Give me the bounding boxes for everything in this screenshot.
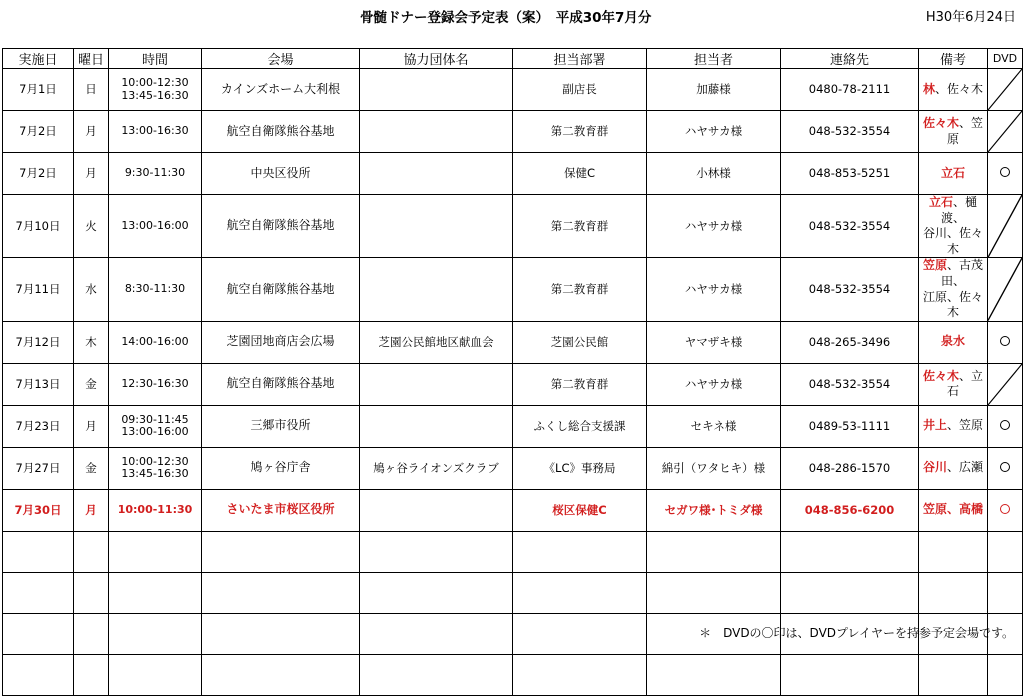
cell-person (647, 153, 781, 195)
cell-date (3, 153, 74, 195)
date-text: 7月30日 (14, 502, 62, 517)
cell-remarks (919, 363, 988, 405)
person-text: セキネ様 (690, 418, 737, 433)
cell-remarks (919, 405, 988, 447)
contact-text: 048-853-5251 (808, 166, 891, 181)
cell-time (109, 195, 202, 258)
person-text: 綿引（ワタヒキ）様 (661, 460, 766, 475)
cell-dept (513, 447, 647, 489)
person-text: ハヤサカ様 (684, 282, 743, 297)
contact-text: 048-265-3496 (808, 334, 891, 349)
not-applicable-slash-icon (988, 111, 1022, 152)
cell-time (109, 447, 202, 489)
page-title: 骨髄ドナー登録会予定表（案） 平成30年7月分 (360, 10, 652, 26)
cell-time (109, 69, 202, 111)
cell-day (74, 111, 109, 153)
time-text: 12:30-16:30 (121, 376, 189, 390)
table-row (3, 153, 1023, 195)
cell-partner (360, 111, 513, 153)
person-text: 加藤様 (696, 82, 731, 97)
remarks-text: 、笠原 (947, 418, 984, 433)
cell-day (74, 363, 109, 405)
empty-cell (513, 572, 647, 613)
venue-text: カインズホーム大利根 (220, 81, 341, 96)
empty-cell (513, 654, 647, 695)
dept-text: 桜区保健C (552, 502, 607, 517)
empty-cell (74, 613, 109, 654)
table-row (3, 69, 1023, 111)
empty-cell (109, 572, 202, 613)
cell-time (109, 321, 202, 363)
empty-cell (74, 654, 109, 695)
cell-dept (513, 69, 647, 111)
cell-dept (513, 405, 647, 447)
empty-cell (3, 613, 74, 654)
venue-text: 航空自衛隊熊谷基地 (226, 281, 335, 296)
dept-text: 第二教育群 (550, 282, 609, 297)
dvd-circle-icon (1000, 336, 1010, 346)
not-applicable-slash-icon (988, 195, 1022, 257)
cell-venue (202, 153, 360, 195)
cell-dept (513, 489, 647, 531)
date-text: 7月10日 (15, 218, 61, 233)
empty-cell (781, 531, 919, 572)
table-row (3, 258, 1023, 321)
cell-contact (781, 195, 919, 258)
cell-date (3, 69, 74, 111)
cell-partner (360, 489, 513, 531)
dept-text: 第二教育群 (550, 124, 609, 139)
remarks-lead: 立石 (940, 165, 965, 180)
cell-partner (360, 195, 513, 258)
empty-cell (647, 572, 781, 613)
cell-partner (360, 258, 513, 321)
cell-time (109, 111, 202, 153)
cell-dept (513, 111, 647, 153)
venue-text: 航空自衛隊熊谷基地 (226, 376, 335, 391)
cell-remarks (919, 489, 988, 531)
date-text: 7月23日 (15, 418, 61, 433)
cell-dept (513, 258, 647, 321)
dvd-circle-icon (1000, 462, 1010, 472)
remarks-lead: 立石 (928, 195, 953, 209)
date-text: 7月27日 (15, 460, 61, 475)
person-text: ハヤサカ様 (684, 218, 743, 233)
cell-remarks (919, 153, 988, 195)
empty-cell (919, 654, 988, 695)
cell-dvd (988, 195, 1023, 258)
venue-text: 中央区役所 (250, 165, 311, 180)
cell-day (74, 195, 109, 258)
contact-text: 048-286-1570 (808, 460, 891, 475)
cell-venue (202, 489, 360, 531)
cell-person (647, 447, 781, 489)
time-text: 14:00-16:00 (121, 334, 189, 348)
empty-cell (202, 531, 360, 572)
day-text: 日 (85, 82, 97, 97)
date-text: 7月12日 (15, 334, 61, 349)
empty-cell (919, 531, 988, 572)
cell-venue (202, 405, 360, 447)
remarks-text: 、高橋 (947, 502, 984, 517)
contact-text: 048-856-6200 (804, 502, 895, 517)
remarks-text: 、佐々木 (935, 81, 984, 96)
empty-cell (202, 613, 360, 654)
empty-cell (360, 572, 513, 613)
cell-venue (202, 195, 360, 258)
empty-cell (360, 613, 513, 654)
cell-date (3, 447, 74, 489)
empty-cell (919, 572, 988, 613)
day-text: 月 (85, 418, 97, 433)
empty-cell (360, 654, 513, 695)
venue-text: さいたま市桜区役所 (226, 502, 335, 517)
time-text: 9:30-11:30 (124, 166, 186, 180)
empty-cell (360, 531, 513, 572)
col-header-date: 実施日 (3, 49, 74, 69)
col-header-dept: 担当部署 (513, 49, 647, 69)
day-text: 木 (85, 334, 97, 349)
empty-cell (74, 531, 109, 572)
person-text: ハヤサカ様 (684, 124, 743, 139)
cell-remarks (919, 258, 988, 321)
day-text: 月 (85, 124, 97, 139)
dept-text: ふくし総合支援課 (533, 418, 626, 433)
cell-dvd (988, 69, 1023, 111)
dept-text: 保健C (563, 166, 596, 181)
dept-text: 芝園公民館 (550, 334, 609, 349)
remarks-lead: 佐々木 (922, 115, 959, 130)
dept-text: 第二教育群 (550, 218, 609, 233)
empty-cell (988, 572, 1023, 613)
cell-date (3, 111, 74, 153)
cell-time (109, 363, 202, 405)
time-text: 09:30-11:45 (121, 412, 189, 426)
empty-table-row (3, 531, 1023, 572)
empty-cell (3, 572, 74, 613)
cell-dvd (988, 258, 1023, 321)
cell-venue (202, 321, 360, 363)
empty-cell (988, 654, 1023, 695)
time-text: 10:00-12:30 (121, 454, 189, 468)
cell-dvd (988, 489, 1023, 531)
cell-contact (781, 69, 919, 111)
date-text: 7月2日 (19, 166, 57, 181)
dept-text: 副店長 (562, 82, 597, 97)
empty-cell (781, 654, 919, 695)
person-text: 小林様 (696, 166, 731, 181)
table-row (3, 111, 1023, 153)
empty-cell (988, 531, 1023, 572)
empty-cell (513, 613, 647, 654)
time-text: 13:00-16:00 (121, 218, 189, 232)
empty-table-row (3, 572, 1023, 613)
partner-text: 鳩ヶ谷ライオンズクラブ (373, 460, 499, 475)
date-text: 7月2日 (19, 124, 57, 139)
remarks-lead: 泉水 (940, 334, 965, 349)
cell-time (109, 405, 202, 447)
cell-person (647, 321, 781, 363)
venue-text: 三郷市役所 (250, 418, 311, 433)
remarks-text: 、樋渡、 (940, 195, 978, 225)
cell-contact (781, 363, 919, 405)
cell-contact (781, 447, 919, 489)
cell-day (74, 321, 109, 363)
remarks-text: 、立石 (946, 368, 984, 399)
cell-dept (513, 321, 647, 363)
table-row (3, 405, 1023, 447)
cell-dept (513, 363, 647, 405)
cell-person (647, 111, 781, 153)
cell-dvd (988, 321, 1023, 363)
cell-partner (360, 447, 513, 489)
cell-date (3, 195, 74, 258)
remarks-lead: 井上 (922, 418, 947, 433)
empty-cell (109, 613, 202, 654)
remarks-lead: 笠原 (922, 258, 947, 273)
dvd-circle-icon (1000, 167, 1010, 177)
cell-person (647, 489, 781, 531)
cell-date (3, 258, 74, 321)
cell-day (74, 258, 109, 321)
cell-contact (781, 489, 919, 531)
contact-text: 048-532-3554 (808, 218, 891, 233)
empty-cell (3, 654, 74, 695)
remarks-text: 、広瀬 (947, 460, 984, 475)
empty-cell (109, 654, 202, 695)
cell-partner (360, 69, 513, 111)
cell-partner (360, 153, 513, 195)
col-header-person: 担当者 (647, 49, 781, 69)
empty-cell (781, 572, 919, 613)
not-applicable-slash-icon (988, 364, 1022, 405)
venue-text: 航空自衛隊熊谷基地 (226, 123, 335, 138)
venue-text: 鳩ヶ谷庁舎 (250, 460, 311, 475)
date-text: 7月13日 (15, 376, 61, 391)
schedule-table (2, 48, 1023, 696)
col-header-contact: 連絡先 (781, 49, 919, 69)
cell-time (109, 258, 202, 321)
person-text: セガワ様･トミダ様 (664, 502, 763, 517)
cell-day (74, 489, 109, 531)
date-text: 7月1日 (19, 82, 57, 97)
cell-partner (360, 363, 513, 405)
time-text: 13:00-16:30 (121, 124, 189, 138)
cell-date (3, 405, 74, 447)
partner-text: 芝園公民館地区献血会 (378, 334, 494, 349)
cell-date (3, 489, 74, 531)
cell-day (74, 405, 109, 447)
not-applicable-slash-icon (988, 69, 1022, 110)
not-applicable-slash-icon (988, 258, 1022, 320)
contact-text: 048-532-3554 (808, 124, 891, 139)
cell-dvd (988, 153, 1023, 195)
date-text: 7月11日 (15, 282, 61, 297)
cell-day (74, 69, 109, 111)
empty-cell (109, 531, 202, 572)
cell-partner (360, 405, 513, 447)
cell-contact (781, 153, 919, 195)
cell-time (109, 489, 202, 531)
empty-cell (647, 654, 781, 695)
cell-contact (781, 258, 919, 321)
cell-venue (202, 447, 360, 489)
col-header-dvd: DVD (988, 49, 1023, 69)
venue-text: 航空自衛隊熊谷基地 (226, 218, 335, 233)
cell-remarks (919, 195, 988, 258)
contact-text: 0480-78-2111 (808, 82, 891, 97)
table-row (3, 195, 1023, 258)
time-text-2: 13:00-16:00 (121, 425, 189, 439)
cell-remarks (919, 69, 988, 111)
col-header-time: 時間 (109, 49, 202, 69)
empty-cell (74, 572, 109, 613)
cell-time (109, 153, 202, 195)
cell-remarks (919, 321, 988, 363)
dvd-circle-icon (1000, 420, 1010, 430)
cell-dvd (988, 405, 1023, 447)
cell-venue (202, 69, 360, 111)
cell-dvd (988, 111, 1023, 153)
empty-table-row (3, 654, 1023, 695)
empty-cell (202, 572, 360, 613)
cell-contact (781, 321, 919, 363)
cell-dvd (988, 363, 1023, 405)
venue-text: 芝園団地商店会広場 (226, 334, 335, 349)
cell-venue (202, 363, 360, 405)
contact-text: 048-532-3554 (808, 376, 891, 391)
time-text-2: 13:45-16:30 (121, 88, 189, 102)
remarks-text: 、笠原 (946, 115, 984, 146)
table-header-row (3, 49, 1023, 69)
document-date: H30年6月24日 (925, 10, 1016, 25)
remarks-text-2: 谷川、佐々木 (922, 226, 983, 256)
contact-text: 048-532-3554 (808, 282, 891, 297)
cell-person (647, 258, 781, 321)
cell-date (3, 321, 74, 363)
cell-person (647, 363, 781, 405)
table-row (3, 489, 1023, 531)
time-text-2: 13:45-16:30 (121, 467, 189, 481)
remarks-lead: 笠原 (922, 502, 947, 517)
dept-text: 《LC》事務局 (543, 460, 616, 475)
day-text: 月 (85, 166, 97, 181)
time-text: 8:30-11:30 (124, 282, 186, 296)
cell-remarks (919, 447, 988, 489)
day-text: 火 (85, 218, 97, 233)
cell-person (647, 405, 781, 447)
cell-venue (202, 258, 360, 321)
time-text: 10:00-12:30 (121, 75, 189, 89)
cell-remarks (919, 111, 988, 153)
empty-cell (3, 531, 74, 572)
person-text: ハヤサカ様 (684, 376, 743, 391)
cell-person (647, 69, 781, 111)
dvd-circle-icon (1000, 504, 1010, 514)
cell-dvd (988, 447, 1023, 489)
day-text: 金 (85, 376, 97, 391)
footnote: ＊ DVDの〇印は、DVDプレイヤーを持参予定会場です。 (699, 626, 1014, 640)
cell-venue (202, 111, 360, 153)
remarks-text-2: 江原、佐々木 (922, 289, 983, 320)
cell-day (74, 153, 109, 195)
col-header-venue: 会場 (202, 49, 360, 69)
empty-cell (647, 531, 781, 572)
remarks-lead: 林 (922, 81, 935, 96)
person-text: ヤマザキ様 (684, 334, 743, 349)
cell-date (3, 363, 74, 405)
cell-day (74, 447, 109, 489)
remarks-lead: 佐々木 (922, 368, 959, 383)
day-text: 月 (85, 502, 97, 517)
remarks-lead: 谷川 (922, 460, 947, 475)
col-header-partner: 協力団体名 (360, 49, 513, 69)
table-row (3, 363, 1023, 405)
dept-text: 第二教育群 (550, 376, 609, 391)
time-text: 10:00-11:30 (117, 502, 193, 516)
remarks-text: 、古茂田、 (940, 258, 984, 288)
col-header-remarks: 備考 (919, 49, 988, 69)
day-text: 水 (85, 282, 97, 297)
contact-text: 0489-53-1111 (808, 418, 891, 433)
cell-dept (513, 153, 647, 195)
cell-partner (360, 321, 513, 363)
cell-contact (781, 111, 919, 153)
cell-dept (513, 195, 647, 258)
col-header-day: 曜日 (74, 49, 109, 69)
table-row (3, 447, 1023, 489)
day-text: 金 (85, 460, 97, 475)
cell-person (647, 195, 781, 258)
empty-cell (513, 531, 647, 572)
table-row (3, 321, 1023, 363)
empty-cell (202, 654, 360, 695)
cell-contact (781, 405, 919, 447)
